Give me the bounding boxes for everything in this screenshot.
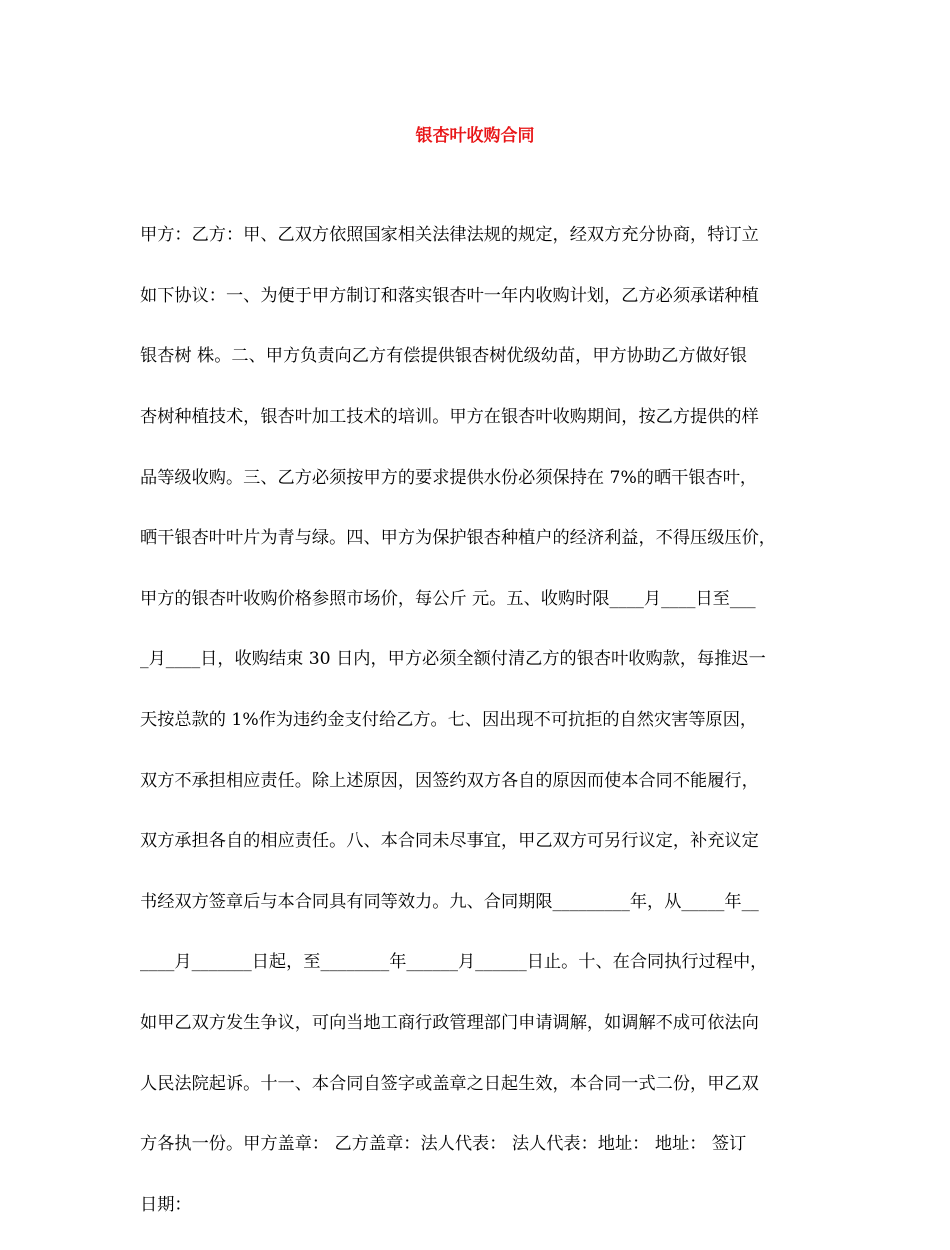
contract-line: 银杏树 株。二、甲方负责向乙方有偿提供银杏树优级幼苗，甲方协助乙方做好银 [140, 346, 748, 367]
contract-line: 甲方的银杏叶收购价格参照市场价，每公斤 元。五、收购时限____月____日至___ [140, 588, 756, 609]
contract-line: 日期： [140, 1194, 192, 1215]
contract-line: ____月_______日起，至________年______月______日止。十、在合同执行过程中， [140, 952, 768, 973]
contract-line: 方各执一份。甲方盖章： 乙方盖章：法人代表： 法人代表：地址： 地址： 签订 [140, 1134, 747, 1155]
contract-line: 如下协议：一、为便于甲方制订和落实银杏叶一年内收购计划，乙方必须承诺种植 [140, 285, 759, 306]
contract-line: 人民法院起诉。十一、本合同自签字或盖章之日起生效，本合同一式二份，甲乙双 [140, 1073, 759, 1094]
contract-line: 品等级收购。三、乙方必须按甲方的要求提供水份必须保持在 7%的晒干银杏叶， [140, 467, 758, 488]
contract-line: 杏树种植技术，银杏叶加工技术的培训。甲方在银杏叶收购期间，按乙方提供的样 [140, 407, 759, 428]
contract-line: 甲方：乙方：甲、乙双方依照国家相关法律法规的规定，经双方充分协商，特订立 [140, 225, 759, 246]
document-title: 银杏叶收购合同 [415, 126, 535, 146]
contract-line: 晒干银杏叶叶片为青与绿。四、甲方为保护银杏种植户的经济利益，不得压级压价， [140, 528, 776, 549]
contract-line: _月____日，收购结束 30 日内，甲方必须全额付清乙方的银杏叶收购款，每推迟一 [140, 649, 766, 670]
contract-line: 书经双方签章后与本合同具有同等效力。九、合同期限_________年，从_____年__ [140, 891, 759, 912]
contract-line: 天按总款的 1%作为违约金支付给乙方。七、因出现不可抗拒的自然灾害等原因， [140, 710, 758, 731]
contract-body [140, 190, 820, 1250]
contract-line: 如甲乙双方发生争议，可向当地工商行政管理部门申请调解，如调解不成可依法向 [140, 1013, 759, 1034]
contract-line: 双方不承担相应责任。除上述原因，因签约双方各自的原因而使本合同不能履行， [140, 770, 759, 791]
contract-line: 双方承担各自的相应责任。八、本合同未尽事宜，甲乙双方可另行议定，补充议定 [140, 831, 759, 852]
